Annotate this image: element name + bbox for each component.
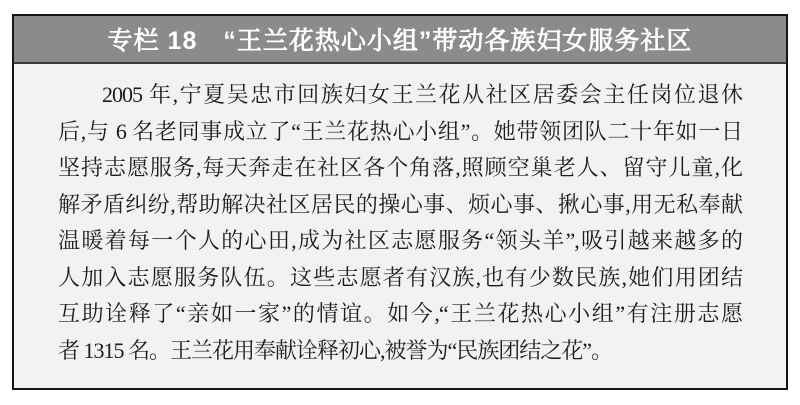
paragraph-line: 后,与 6 名老同事成立了“王兰花热心小组”。她带领团队二十年如一日 [58,118,742,144]
paragraph-line: 温暖着每一个人的心田,成为社区志愿服务“领头羊”,吸引越来越多的 [58,228,742,253]
paragraph-line: 解矛盾纠纷,帮助解决社区居民的操心事、烦心事、揪心事,用无私奉献 [58,191,742,217]
paragraph-line: 互助诠释了“亲如一家”的情谊。如今,“王兰花热心小组”有注册志愿 [58,301,742,326]
paragraph-line: 坚持志愿服务,每天奔走在社区各个角落,照顾空巢老人、留守儿童,化 [58,155,742,180]
paragraph [58,77,742,369]
column-box [12,14,788,390]
column-title: 专栏 18 “王兰花热心小组”带动各族妇女服务社区 [107,27,693,55]
paragraph-line: 2005 年,宁夏吴忠市回族妇女王兰花从社区居委会主任岗位退休 [102,82,742,107]
paragraph-line: 人加入志愿服务队伍。这些志愿者有汉族,也有少数民族,她们用团结 [58,264,742,290]
column-body [14,64,786,388]
paragraph-line: 者 1315 名。王兰花用奉献诠释初心,被誉为“民族团结之花”。 [58,337,613,363]
column-header [14,16,786,64]
